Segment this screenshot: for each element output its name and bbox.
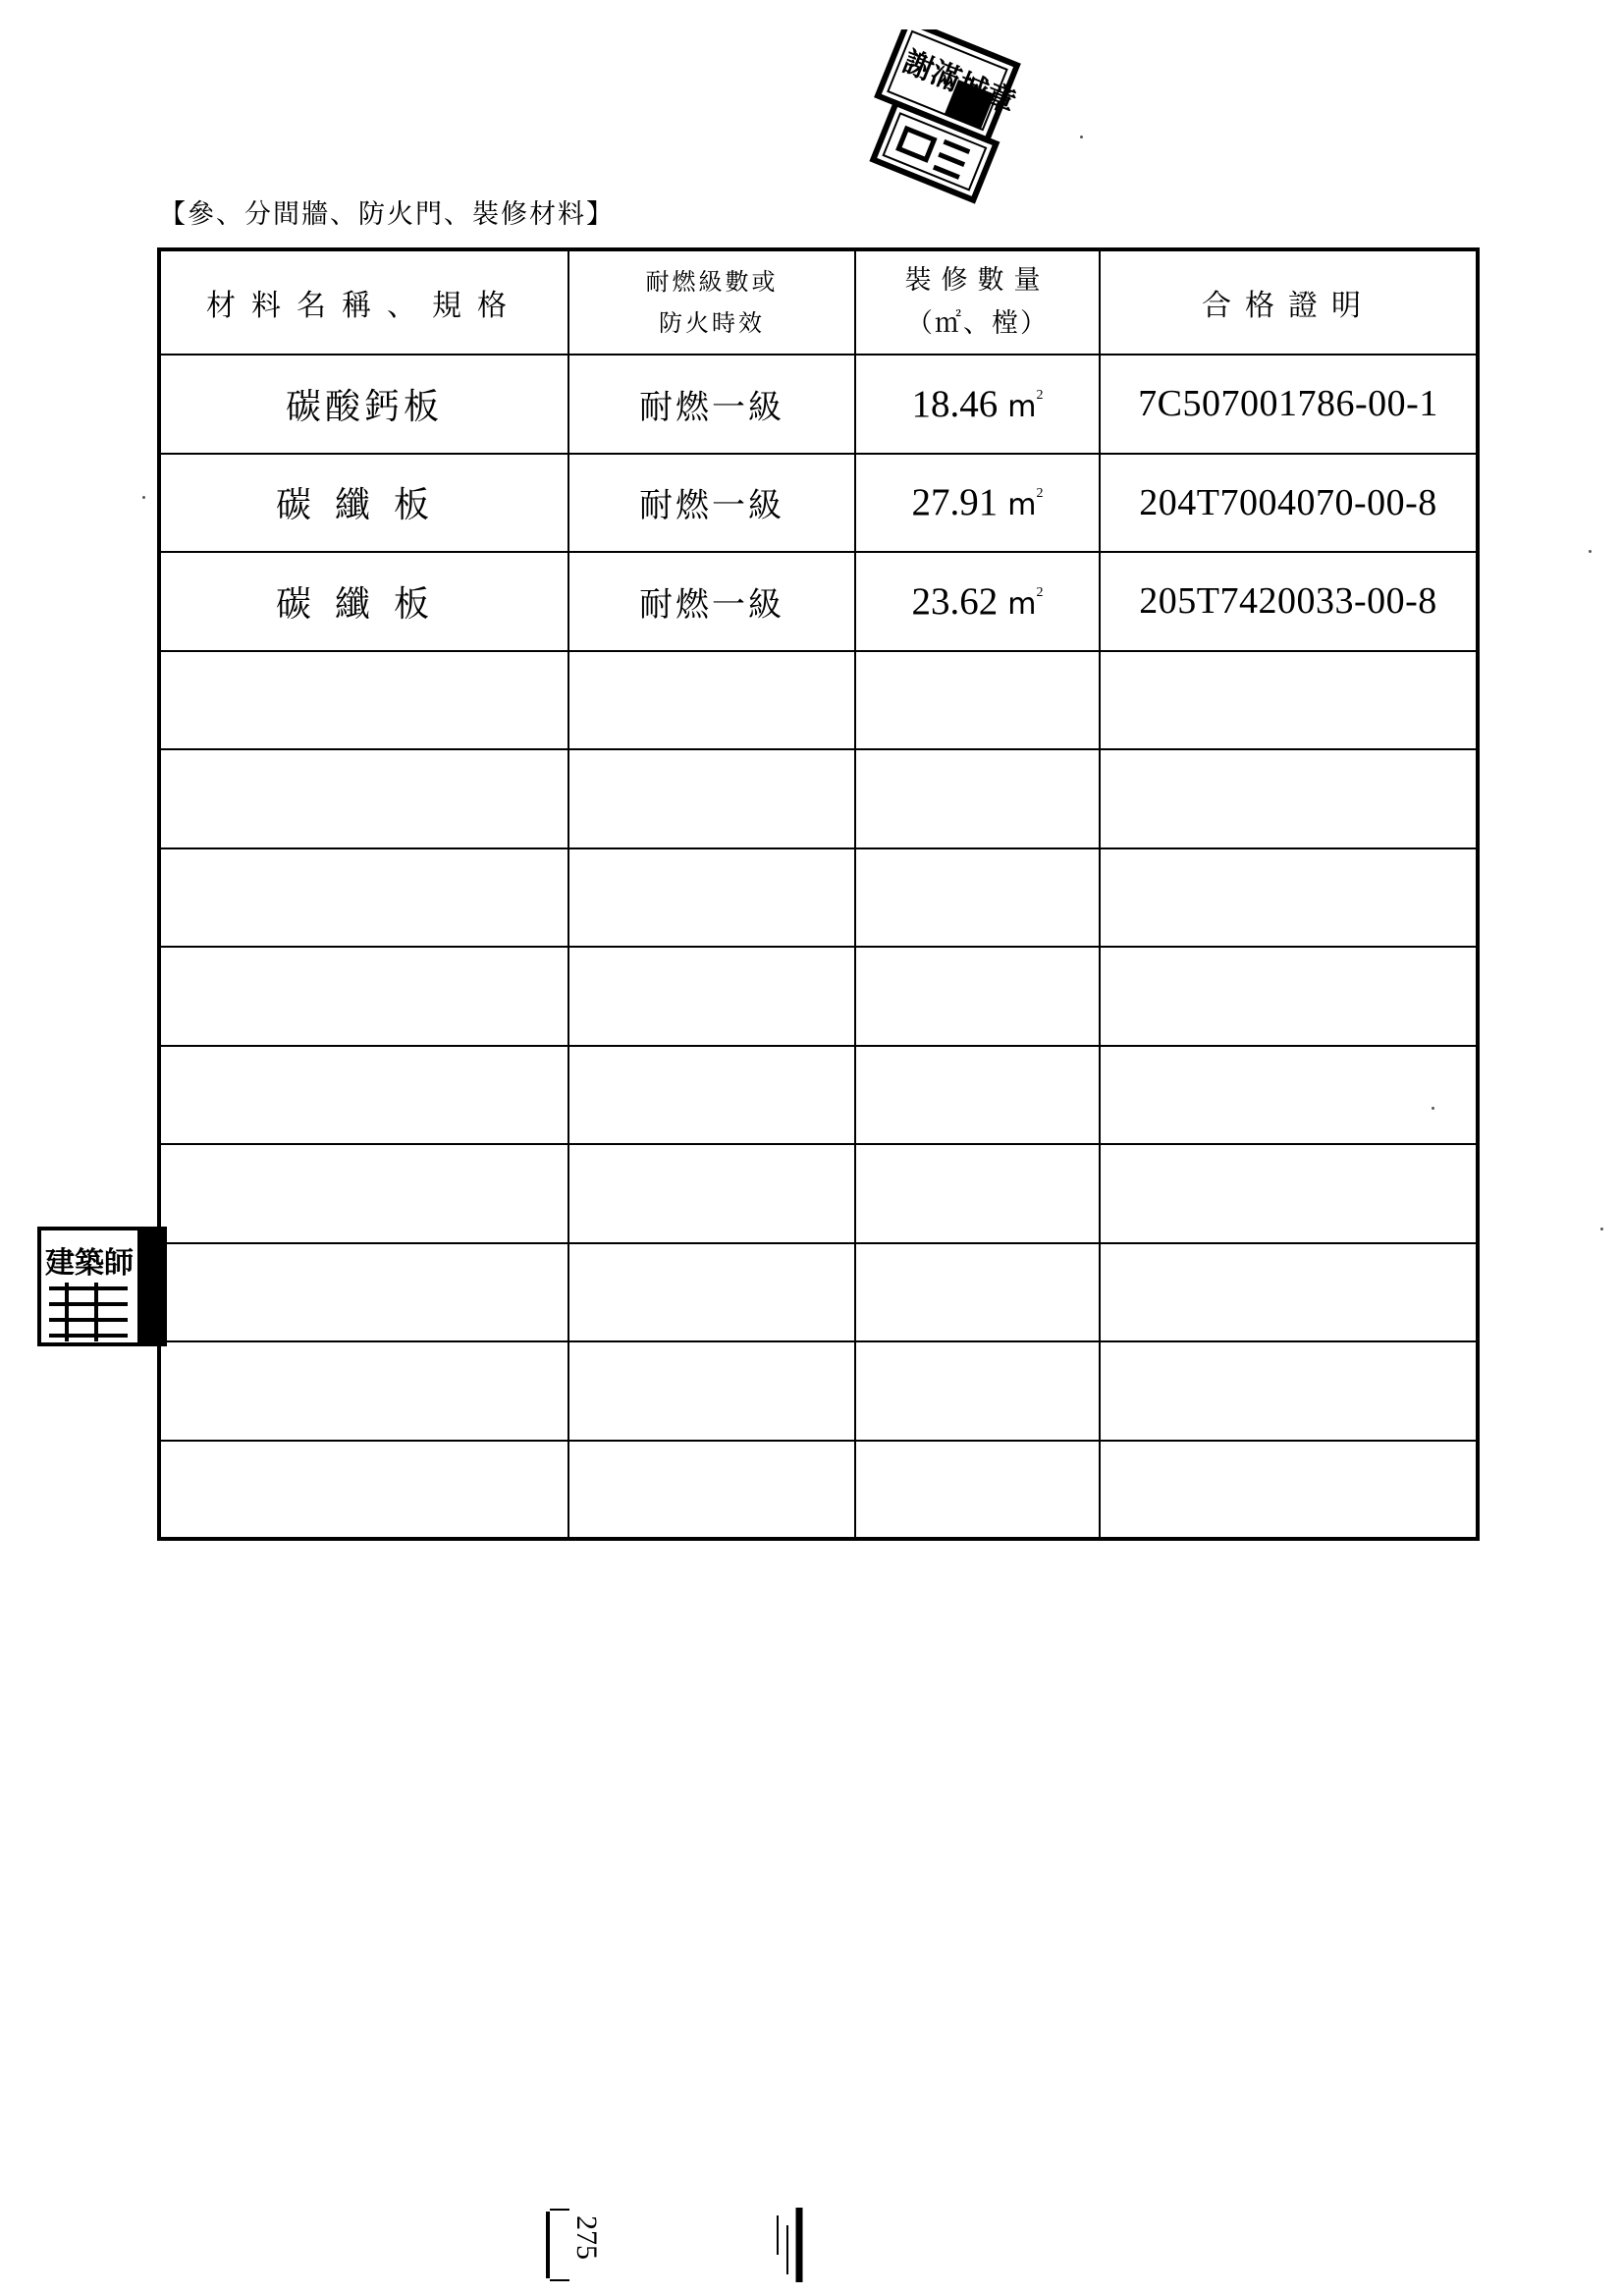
header-rating-line2: 防火時效 (659, 309, 765, 337)
header-quantity-line2: （㎡、樘） (906, 308, 1049, 339)
header-quantity-line1: 裝修數量 (904, 265, 1051, 296)
empty-table-row (159, 651, 1478, 750)
scan-speck (1080, 136, 1083, 138)
material-name-cell: 碳纖板 (159, 552, 568, 651)
header-quantity (855, 249, 1100, 355)
page-number-text: 275 (570, 2215, 603, 2260)
table-row (159, 355, 1478, 454)
left-seal-stamp (37, 1226, 171, 1349)
scan-speck (142, 496, 145, 499)
header-rating-line1: 耐燃級數或 (645, 268, 779, 296)
quantity-cell: 27.91 $m^2$ (855, 454, 1100, 553)
certificate-cell: 205T7420033-00-8 (1100, 552, 1478, 651)
rating-cell: 耐燃一級 (568, 355, 855, 454)
header-material-name (159, 249, 568, 355)
quantity-value: 18.46 (911, 382, 999, 425)
empty-table-row (159, 1046, 1478, 1145)
material-name-cell: 碳纖板 (159, 454, 568, 553)
empty-table-row (159, 749, 1478, 848)
quantity-value: 27.91 (911, 481, 999, 524)
empty-table-row (159, 848, 1478, 948)
empty-table-row (159, 1243, 1478, 1342)
table-row (159, 552, 1478, 651)
rating-cell: 耐燃一級 (568, 454, 855, 553)
empty-table-row (159, 1144, 1478, 1243)
scan-speck (1589, 550, 1592, 553)
left-seal-text: 建築師 (45, 1246, 134, 1281)
header-material-name-label: 材料名稱、規格 (206, 289, 522, 323)
header-certificate (1100, 249, 1478, 355)
top-seal-text: 謝滿城章 (897, 44, 1021, 121)
empty-table-row (159, 1441, 1478, 1540)
table-header-row (159, 249, 1478, 355)
certificate-cell: 204T7004070-00-8 (1100, 454, 1478, 553)
materials-table (157, 247, 1480, 1541)
empty-table-row (159, 1341, 1478, 1441)
quantity-cell: 18.46 $m^2$ (855, 355, 1100, 454)
top-seal-stamp (835, 29, 1041, 206)
material-name-cell: 碳酸鈣板 (159, 355, 568, 454)
header-certificate-label: 合格證明 (1202, 289, 1375, 323)
scan-speck (1600, 1228, 1603, 1230)
quantity-unit: m (1007, 389, 1037, 424)
certificate-cell: 7C507001786-00-1 (1100, 355, 1478, 454)
header-rating (568, 249, 855, 355)
quantity-unit: m (1007, 586, 1037, 622)
rating-cell: 耐燃一級 (568, 552, 855, 651)
table-row (159, 454, 1478, 553)
quantity-unit: m (1007, 488, 1037, 523)
section-title: 【參、分間牆、防火門、裝修材料】 (159, 199, 615, 230)
quantity-cell: 23.62 $m^2$ (855, 552, 1100, 651)
empty-table-row (159, 947, 1478, 1046)
quantity-value: 23.62 (911, 579, 999, 623)
scan-speck (1432, 1107, 1434, 1110)
page-number-stamp (542, 2206, 807, 2284)
